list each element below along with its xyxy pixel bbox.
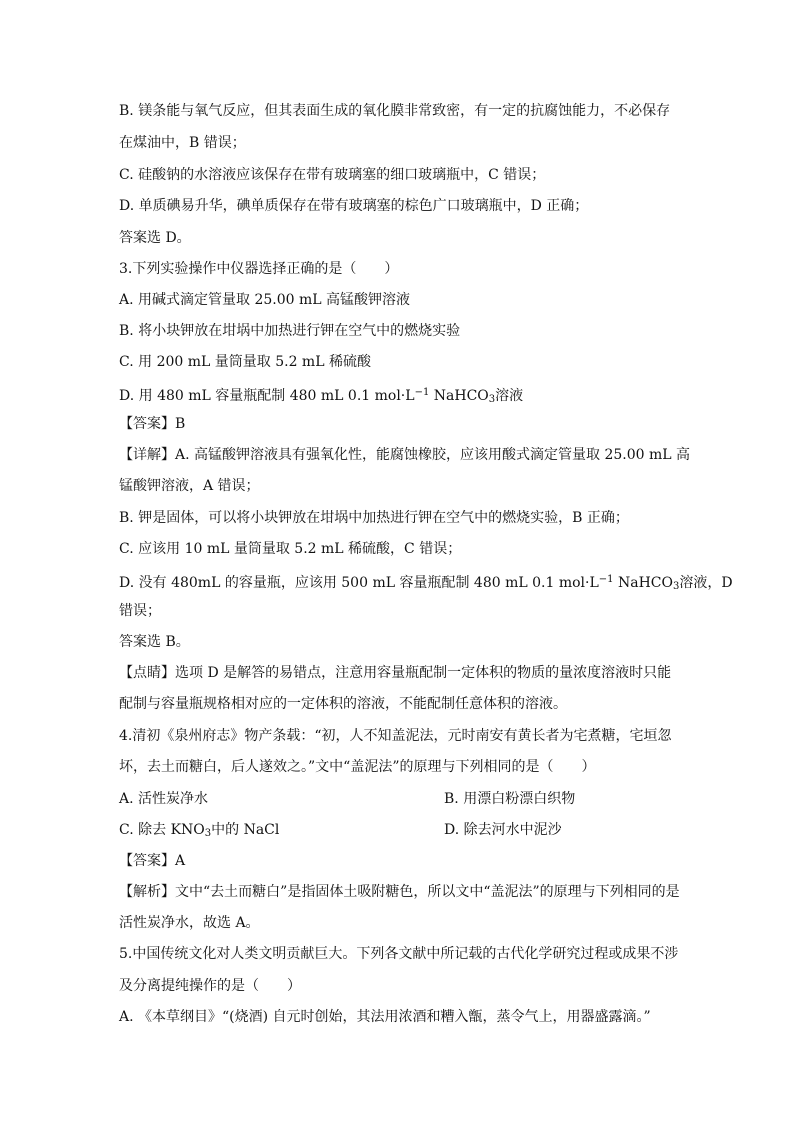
question-3-answer: 【答案】B [119, 416, 186, 432]
question-4-option-c [119, 820, 419, 844]
question-5-stem: 5.中国传统文化对人类文明贡献巨大。下列各文献中所记载的古代化学研究过程或成果不涉 [119, 946, 679, 962]
question-4-analysis: 活性炭净水，故选 A。 [119, 915, 260, 931]
option-text: C. 除去 KNO [119, 822, 205, 838]
text-line: D. 单质碘易升华，碘单质保存在带有玻璃塞的棕色广口玻璃瓶中，D 正确； [119, 198, 589, 214]
question-4-option-a: A. 活性炭净水 [119, 791, 209, 807]
question-3-option-a: A. 用碱式滴定管量取 25.00 mL 高锰酸钾溶液 [119, 292, 411, 308]
subscript: 3 [672, 581, 680, 592]
question-3-detail: 锰酸钾溶液，A 错误； [119, 478, 260, 494]
question-4-analysis: 【解析】文中“去土而糖白”是指固体土吸附糖色，所以文中“盖泥法”的原理与下列相同的是 [119, 884, 680, 900]
question-3-detail [119, 570, 733, 597]
subscript: 3 [488, 394, 496, 405]
question-3-option-d [119, 383, 679, 410]
question-3-detail: 错误； [119, 603, 161, 619]
question-3-option-c: C. 用 200 mL 量筒量取 5.2 mL 稀硫酸 [119, 354, 371, 370]
question-4-option-b: B. 用漂白粉漂白织物 [444, 791, 576, 807]
question-3-stem: 3.下列实验操作中仪器选择正确的是（ ） [119, 261, 399, 277]
formula-text: NaHCO [429, 388, 489, 404]
text-line: 在煤油中，B 错误； [119, 135, 246, 151]
question-3-conclusion: 答案选 B。 [119, 634, 190, 650]
question-4-stem: 坏，去土而糖白，后人遂效之。”文中“盖泥法”的原理与下列相同的是（ ） [119, 759, 596, 775]
text-line: 答案选 D。 [119, 230, 191, 246]
question-3-detail: 【详解】A. 高锰酸钾溶液具有强氧化性，能腐蚀橡胶，应该用酸式滴定管量取 25.00 mL 高 [119, 447, 691, 463]
option-text: 中的 NaCl [211, 822, 280, 838]
text-line: C. 硅酸钠的水溶液应该保存在带有玻璃塞的细口玻璃瓶中，C 错误； [119, 167, 546, 183]
subscript: 3 [204, 828, 212, 839]
question-3-detail: C. 应该用 10 mL 量筒量取 5.2 mL 稀硫酸，C 错误； [119, 541, 462, 557]
text-line: B. 镁条能与氧气反应，但其表面生成的氧化膜非常致密，有一定的抗腐蚀能力，不必保存 [119, 103, 671, 119]
question-5-stem: 及分离提纯操作的是（ ） [119, 978, 301, 994]
question-4-stem: 4.清初《泉州府志》物产条载：“初，人不知盖泥法，元时南安有黄长者为宅煮糖，宅垣忽 [119, 728, 672, 744]
formula-text: NaHCO [613, 575, 673, 591]
detail-text: D. 没有 480mL 的容量瓶，应该用 500 mL 容量瓶配制 480 mL 0.1 mol·L [119, 575, 599, 591]
superscript: −1 [414, 387, 430, 398]
question-3-tip: 【点睛】选项 D 是解答的易错点，注意用容量瓶配制一定体积的物质的量浓度溶液时只能 [119, 665, 672, 681]
option-text: D. 用 480 mL 容量瓶配制 480 mL 0.1 mol·L [119, 388, 415, 404]
question-4-option-d: D. 除去河水中泥沙 [444, 822, 562, 838]
question-3-tip: 配制与容量瓶规格相对应的一定体积的溶液，不能配制任意体积的溶液。 [119, 696, 567, 712]
question-5-option-a: A. 《本草纲目》“(烧酒) 自元时创始，其法用浓酒和糟入甑，蒸令气上，用器盛露滴。” [119, 1009, 651, 1025]
question-3-option-b: B. 将小块钾放在坩埚中加热进行钾在空气中的燃烧实验 [119, 323, 461, 339]
question-4-answer: 【答案】A [119, 853, 186, 869]
superscript: −1 [598, 574, 614, 585]
option-text: 溶液 [495, 388, 524, 404]
detail-text: 溶液，D [679, 575, 733, 591]
question-3-detail: B. 钾是固体，可以将小块钾放在坩埚中加热进行钾在空气中的燃烧实验，B 正确； [119, 510, 629, 526]
